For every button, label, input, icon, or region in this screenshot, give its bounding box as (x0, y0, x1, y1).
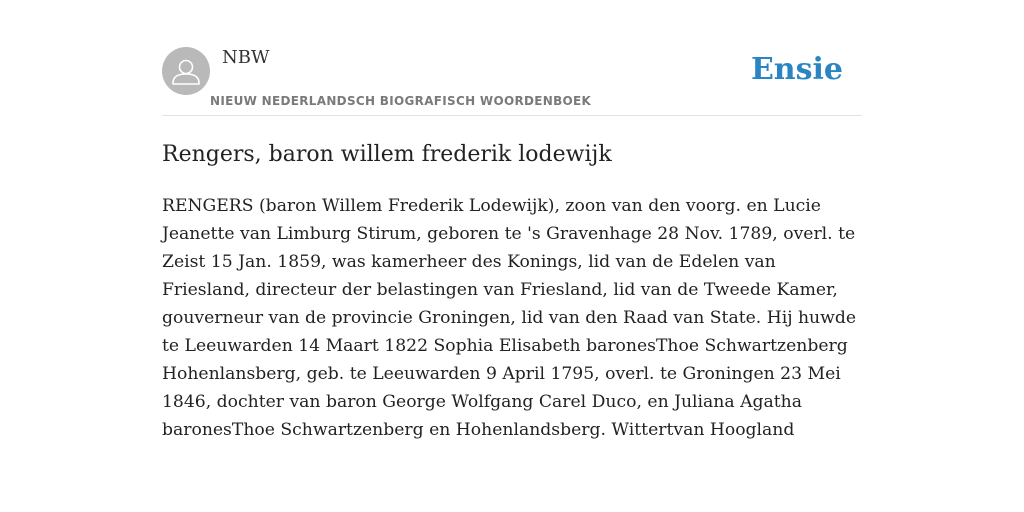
article-card (162, 0, 862, 440)
article-header (162, 0, 862, 116)
user-icon[interactable] (162, 47, 210, 95)
source-name[interactable]: NBW (222, 47, 270, 68)
brand-logo[interactable]: Ensie (750, 52, 843, 87)
source-full-name: NIEUW NEDERLANDSCH BIOGRAFISCH WOORDENBOEK (210, 94, 592, 108)
article-title: Rengers, baron willem frederik lodewijk (162, 142, 612, 167)
article-body: RENGERS (baron Willem Frederik Lodewijk), zoon van den voorg. en Lucie Jeanette van Limburg Stirum, geboren te 's Gravenhage 28 Nov. 1789, overl. te Zeist 15 Jan. 1859, was kamerheer des Konings, lid van de Edelen van Friesland, directeur der belastingen van Friesland, lid van de Tweede Kamer, gouverneur van de provincie Groningen, lid van den Raad van State. Hij huwde te Leeuwarden 14 Maart 1822 Sophia Elisabeth baronesThoe Schwartzenberg Hohenlansberg, geb. te Leeuwarden 9 April 1795, overl. te Groningen 23 Mei 1846, dochter van baron George Wolfgang Carel Duco, en Juliana Agatha baronesThoe Schwartzenberg en Hohenlandsberg. Wittertvan Hoogland (162, 196, 857, 440)
